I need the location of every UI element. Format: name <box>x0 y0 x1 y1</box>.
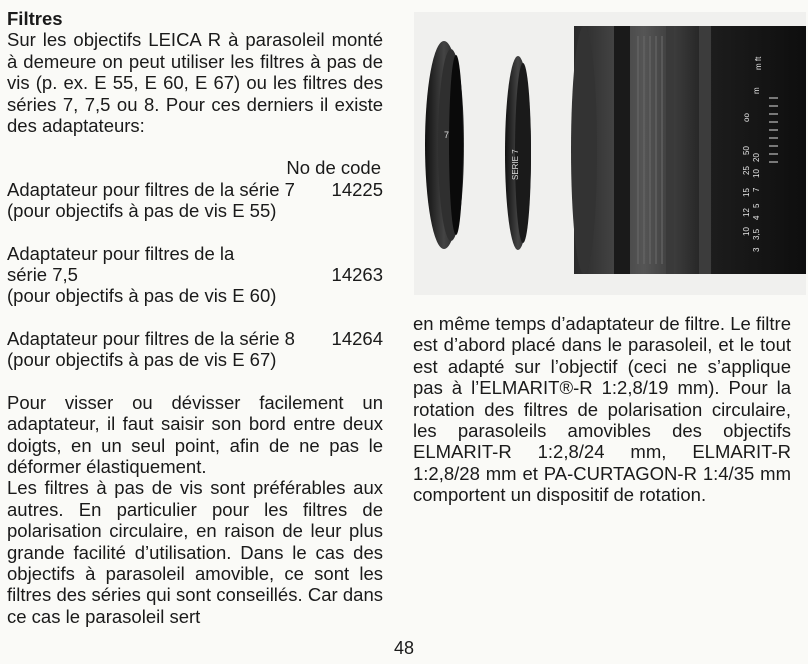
scale-b-6: 3,5 <box>752 228 761 240</box>
scale-a-2: 25 <box>742 166 751 175</box>
continuation-paragraph: en même temps d’adaptateur de filtre. Le filtre est d’abord placé dans le parasoleil, et le tout est adapté sur l’objectif (ceci ne s’applique pas à l’ELMARIT®-R 1:2,8/19 mm). Pour la rotation des filtres de polarisation circulaire, les parasoleils amovibles des objectifs ELMARIT-R 1:2,8/24 mm, ELMARIT-R 1:2,8/28 mm et PA-CURTAGON-R 1:4/35 mm comportent un dispositif de rotation. <box>413 313 791 506</box>
section-title: Filtres <box>7 8 63 29</box>
adapter-name-line2: série 7,5 <box>7 264 78 286</box>
code-column-header: No de code <box>286 157 381 179</box>
adapter-code: 14263 <box>331 264 383 286</box>
page-number: 48 <box>393 638 415 658</box>
adapter-row-series-8 <box>7 328 383 371</box>
lens-barrel <box>571 26 806 274</box>
adapter-code: 14225 <box>331 178 383 200</box>
scale-a-0: oo <box>742 113 751 122</box>
adapter-row-series-7 <box>7 179 383 222</box>
ring-small-label: 7 <box>444 130 450 140</box>
adapter-name: Adaptateur pour filtres de la série 8 <box>7 327 295 349</box>
adapter-note: (pour objectifs à pas de vis E 55) <box>7 200 277 222</box>
scale-b-5: 4 <box>752 215 761 220</box>
scale-b-4: 5 <box>752 203 761 208</box>
scale-b-7: 3 <box>752 247 761 252</box>
adapter-code: 14264 <box>331 327 383 349</box>
adapter-note: (pour objectifs à pas de vis E 60) <box>7 285 277 307</box>
scale-b-3: 7 <box>752 187 761 192</box>
series-7-ring <box>505 56 531 250</box>
scale-a-1: 50 <box>742 146 751 155</box>
intro-paragraph: Sur les objectifs LEICA R à parasoleil monté à demeure on peut utiliser les filtres à pas de vis (p. ex. E 55, E 60, E 67) ou les filtres des séries 7, 7,5 ou 8. Pour ces derniers il existe des adaptateurs: <box>7 29 383 137</box>
adapter-name-line1: Adaptateur pour filtres de la <box>7 242 235 264</box>
adapter-row-series-7-5 <box>7 243 383 307</box>
screw-instructions-paragraph: Pour visser ou dévisser facilement un adaptateur, il faut saisir son bord entre deux doigts, en un seul point, afin de ne pas le déformer élastiquement. <box>7 391 383 477</box>
right-column <box>413 313 791 506</box>
scale-b-0: m <box>752 87 761 94</box>
scale-b-1: 20 <box>752 153 761 162</box>
scale-a-5: 10 <box>742 227 751 236</box>
scale-a-3: 15 <box>742 188 751 197</box>
adapter-note: (pour objectifs à pas de vis E 67) <box>7 349 277 371</box>
lens-filter-photo <box>414 12 806 295</box>
adapter-name: Adaptateur pour filtres de la série 7 <box>7 178 295 200</box>
scale-a-4: 12 <box>742 208 751 217</box>
left-column <box>7 8 383 627</box>
scale-b-2: 10 <box>752 169 761 178</box>
scale-top-unit: m ft <box>754 56 763 70</box>
lens-filter-illustration <box>414 12 806 295</box>
filter-recommendation-paragraph: Les filtres à pas de vis sont préférables aux autres. En particulier pour les filtres de polarisation circulaire, en raison de leur plus grande facilité d’utilisation. Dans le cas des objectifs à parasoleil amovible, ce sont les filtres des séries qui sont conseillés. Car dans ce cas le parasoleil sert <box>7 477 383 627</box>
small-adapter-ring <box>425 41 464 249</box>
ring-large-label: SERIE 7 <box>511 149 520 180</box>
